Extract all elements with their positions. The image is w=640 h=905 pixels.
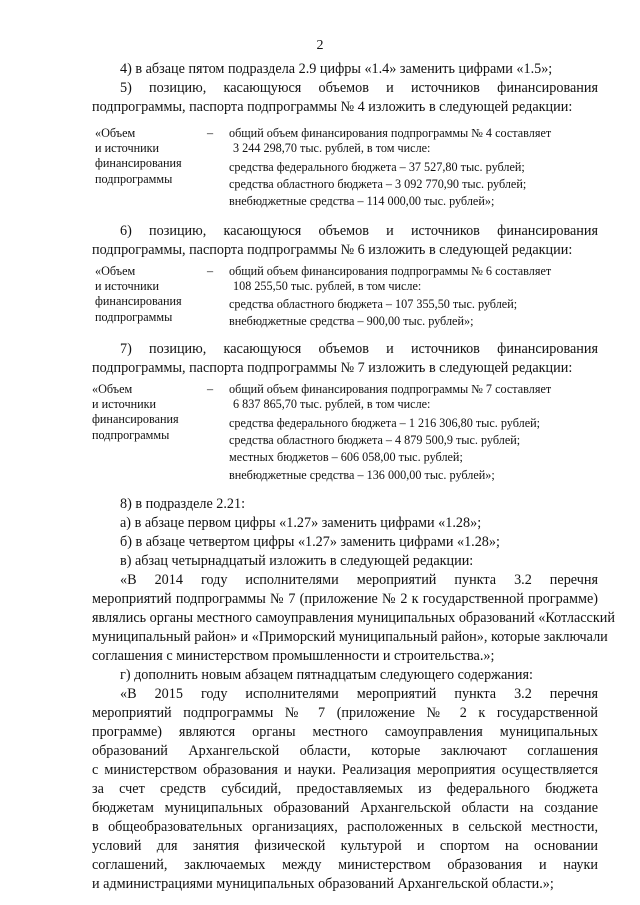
item-6-line-2: подпрограммы, паспорта подпрограммы № 6 изложить в следующей редакции: (92, 242, 573, 258)
table1-label: «Объем и источники финансирования подпрограммы (95, 126, 182, 186)
item-8g: г) дополнить новым абзацем пятнадцатым следующего содержания: (120, 667, 533, 683)
quote2-line-9: условий для занятия физической культурой и спортом на основании (92, 838, 598, 854)
table3-dash: – (207, 382, 214, 396)
table2-line-1: общий объем финансирования подпрограммы № 6 составляет (229, 264, 552, 278)
item-8a: а) в абзаце первом цифры «1.27» заменить цифрами «1.28»; (120, 515, 482, 531)
quote2-line-10: соглашений, заключаемых между министерством образования и науки (92, 857, 598, 873)
item-7-line-1: 7) позицию, касающуюся объемов и источников финансирования (120, 341, 598, 357)
quote1-line-1: «В 2014 году исполнителями мероприятий пункта 3.2 перечня (120, 572, 598, 588)
quote1-line-2: мероприятий подпрограммы № 7 (приложение № 2 к государственной программе) (92, 591, 598, 607)
quote1-line-4: муниципальный район» и «Приморский муниципальный район», которые заключали (92, 629, 608, 645)
table3-line-5: местных бюджетов – 606 058,00 тыс. рублей; (229, 450, 463, 464)
quote1-line-5: соглашения с министерством промышленности и строительства.»; (92, 648, 495, 664)
table1-dash: – (207, 126, 214, 140)
item-8b: б) в абзаце четвертом цифры «1.27» заменить цифрами «1.28»; (120, 534, 500, 550)
page-number: 2 (316, 38, 324, 53)
quote2-line-1: «В 2015 году исполнителями мероприятий пункта 3.2 перечня (120, 686, 598, 702)
quote2-line-3: программе) являются органы местного самоуправления муниципальных (92, 724, 598, 740)
table2-line-4: внебюджетные средства – 900,00 тыс. рублей»; (229, 314, 474, 328)
table3-line-1: общий объем финансирования подпрограммы № 7 составляет (229, 382, 552, 396)
quote2-line-4: образований Архангельской области, которые заключают соглашения (92, 743, 598, 759)
item-5-line-2: подпрограммы, паспорта подпрограммы № 4 изложить в следующей редакции: (92, 99, 573, 115)
table1-line-5: внебюджетные средства – 114 000,00 тыс. рублей»; (229, 194, 495, 208)
table3-line-4: средства областного бюджета – 4 879 500,9 тыс. рублей; (229, 433, 521, 447)
table3-label: «Объем и источники финансирования подпрограммы (92, 382, 179, 442)
item-4: 4) в абзаце пятом подраздела 2.9 цифры «1.4» заменить цифрами «1.5»; (120, 61, 553, 77)
item-7-line-2: подпрограммы, паспорта подпрограммы № 7 изложить в следующей редакции: (92, 360, 573, 376)
table2-dash: – (207, 264, 214, 278)
table1-line-4: средства областного бюджета – 3 092 770,90 тыс. рублей; (229, 177, 527, 191)
quote2-line-6: за счет средств субсидий, предоставляемых из федерального бюджета (92, 781, 598, 797)
quote2-line-8: в общеобразовательных организациях, расположенных в сельской местности, (92, 819, 598, 835)
table1-line-1: общий объем финансирования подпрограммы № 4 составляет (229, 126, 552, 140)
table3-line-2: 6 837 865,70 тыс. рублей, в том числе: (233, 397, 431, 411)
quote2-line-5: с министерством образования и науки. Реализация мероприятия осуществляется (92, 762, 598, 778)
table3-line-6: внебюджетные средства – 136 000,00 тыс. рублей»; (229, 468, 495, 482)
table2-line-3: средства областного бюджета – 107 355,50 тыс. рублей; (229, 297, 518, 311)
table1-line-3: средства федерального бюджета – 37 527,80 тыс. рублей; (229, 160, 525, 174)
quote2-line-11: и администрациями муниципальных образований Архангельской области.»; (92, 876, 554, 892)
item-6-line-1: 6) позицию, касающуюся объемов и источников финансирования (120, 223, 598, 239)
table2-label: «Объем и источники финансирования подпрограммы (95, 264, 182, 324)
quote2-line-2: мероприятий подпрограммы № 7 (приложение № 2 к государственной (92, 705, 598, 721)
quote1-line-3: являлись органы местного самоуправления муниципальных образований «Котласский (92, 610, 615, 626)
item-8v: в) абзац четырнадцатый изложить в следующей редакции: (120, 553, 474, 569)
table2-line-2: 108 255,50 тыс. рублей, в том числе: (233, 279, 422, 293)
table3-line-3: средства федерального бюджета – 1 216 306,80 тыс. рублей; (229, 416, 541, 430)
quote2-line-7: бюджетам муниципальных образований Архангельской области на создание (92, 800, 598, 816)
table1-line-2: 3 244 298,70 тыс. рублей, в том числе: (233, 141, 431, 155)
item-8: 8) в подразделе 2.21: (120, 496, 246, 512)
item-5-line-1: 5) позицию, касающуюся объемов и источников финансирования (120, 80, 598, 96)
